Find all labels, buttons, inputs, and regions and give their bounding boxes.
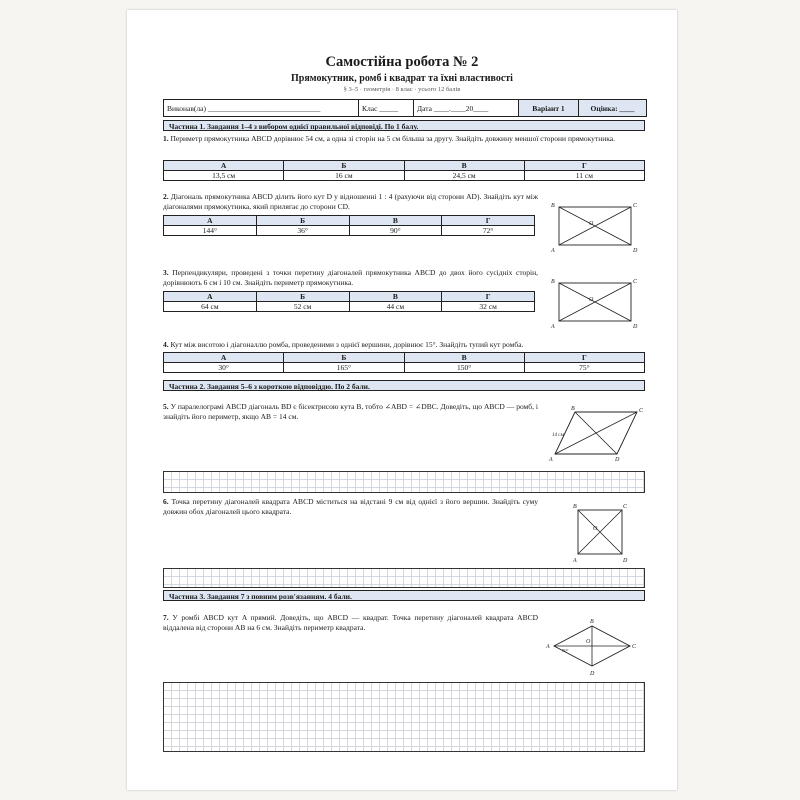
answer-table-4	[163, 352, 645, 373]
task-5	[163, 402, 538, 421]
answer-letter: А	[164, 353, 284, 363]
answer-option[interactable]: 72°	[442, 226, 535, 236]
answer-option[interactable]: 75°	[524, 363, 644, 373]
answer-letter: Г	[524, 161, 644, 171]
page-title: Самостійна робота № 2	[325, 54, 479, 70]
answer-option[interactable]: 64 см	[164, 302, 257, 312]
task-4	[163, 340, 645, 350]
task-text: У ромбі ABCD кут A прямий. Доведіть, що ABCD — квадрат. Точка перетину діагоналей квадрата ABCD віддалена від сторони AB на 6 см. Знайдіть периметр квадрата.	[163, 613, 539, 632]
answer-option[interactable]: 24,5 см	[404, 171, 524, 181]
vertex-label-b: B	[590, 619, 594, 625]
answer-field-6[interactable]	[163, 568, 645, 588]
student-info-row	[163, 99, 647, 117]
answer-option[interactable]: 16 см	[284, 171, 404, 181]
rhombus-diagram-5	[545, 404, 645, 464]
answer-option[interactable]: 30°	[164, 363, 284, 373]
vertex-label-a: A	[551, 324, 555, 330]
answer-option[interactable]: 165°	[284, 363, 404, 373]
answer-letter: В	[404, 161, 524, 171]
answer-option[interactable]: 13,5 см	[164, 171, 284, 181]
answer-table-1	[163, 160, 645, 181]
task-text: Кут між висотою і діагоналлю ромба, проведеними з однієї вершини, дорівнює 15°. Знайдіть тупий кут ромба.	[170, 340, 524, 349]
page-meta: § 3–5 · геометрія · 8 клас · усього 12 балів	[343, 86, 461, 93]
rectangle-diagram-2	[545, 198, 645, 254]
answer-option[interactable]: 32 см	[442, 302, 535, 312]
vertex-label-b: B	[571, 406, 575, 412]
task-number: 6.	[163, 497, 169, 506]
answer-option[interactable]: 11 см	[524, 171, 644, 181]
answer-field-7[interactable]	[163, 682, 645, 752]
task-number: 7.	[163, 613, 169, 622]
variant-label: Варіант 1	[519, 100, 579, 116]
task-number: 3.	[163, 268, 169, 277]
answer-letter: А	[164, 292, 257, 302]
square-diagram-6	[565, 500, 635, 564]
answer-field-5[interactable]	[163, 471, 645, 493]
answer-table-3	[163, 291, 535, 312]
vertex-label-c: C	[633, 279, 638, 285]
task-text: У паралелограмі ABCD діагональ BD є бісектрисою кута B, тобто ∠ABD = ∠DBC. Доведіть, що ABCD — ромб, і знайдіть його периметр, якщо AB = 14 см.	[163, 402, 539, 421]
task-3	[163, 268, 538, 287]
task-number: 2.	[163, 192, 169, 201]
answer-option[interactable]: 52 см	[256, 302, 349, 312]
answer-option[interactable]: 44 см	[349, 302, 442, 312]
answer-letter: Б	[284, 353, 404, 363]
page-subtitle: Прямокутник, ромб і квадрат та їхні властивості	[291, 73, 513, 84]
center-label-o: O	[589, 221, 594, 227]
center-label-o: O	[589, 297, 594, 303]
vertex-label-b: B	[551, 279, 555, 285]
answer-option[interactable]: 150°	[404, 363, 524, 373]
vertex-label-d: D	[633, 324, 638, 330]
class-field[interactable]: Клас _____	[359, 100, 414, 116]
answer-letter: Б	[256, 292, 349, 302]
vertex-label-c: C	[639, 408, 644, 414]
task-text: Перпендикуляри, проведені з точки перетину діагоналей прямокутника ABCD до двох його сусідніх сторін, дорівнюють 6 см і 10 см. Знайдіть периметр прямокутника.	[163, 268, 539, 287]
vertex-label-a: A	[546, 644, 550, 650]
answer-letter: А	[164, 216, 257, 226]
center-label-o: O	[586, 639, 591, 645]
vertex-label-b: B	[573, 504, 577, 510]
answer-letter: Г	[524, 353, 644, 363]
task-text: Периметр прямокутника ABCD дорівнює 54 см, а одна зі сторін на 5 см більша за другу. Знайдіть довжину меншої сторони прямокутника.	[170, 134, 615, 143]
answer-option[interactable]: 144°	[164, 226, 257, 236]
vertex-label-b: B	[551, 203, 555, 209]
vertex-label-a: A	[549, 457, 553, 463]
vertex-label-a: A	[573, 558, 577, 564]
vertex-label-d: D	[633, 248, 638, 254]
answer-letter: А	[164, 161, 284, 171]
answer-table-2	[163, 215, 535, 236]
section-part-1: Частина 1. Завдання 1–4 з вибором однієї правильної відповіді. По 1 балу.	[163, 120, 645, 131]
answer-option[interactable]: 36°	[256, 226, 349, 236]
vertex-label-c: C	[623, 504, 628, 510]
vertex-label-d: D	[590, 671, 595, 677]
task-text: Діагональ прямокутника ABCD ділить його кут D у відношенні 1 : 4 (рахуючи від сторони AD). Знайдіть кут між діагоналями прямокутника, який прилягає до сторони CD.	[163, 192, 539, 211]
rhombus-diagram-7	[542, 616, 642, 680]
answer-letter: В	[404, 353, 524, 363]
side-length-label: 14 см	[552, 433, 564, 438]
task-text: Точка перетину діагоналей квадрата ABCD міститься на відстані 9 см від однієї з його вершин. Знайдіть суму довжин обох діагоналей цього квадрата.	[163, 497, 538, 516]
task-7	[163, 613, 538, 632]
rectangle-diagram-3	[545, 274, 645, 330]
vertex-label-d: D	[623, 558, 628, 564]
section-part-3: Частина 3. Завдання 7 з повним розв'язанням. 4 бали.	[163, 590, 645, 601]
grade-field[interactable]: Оцінка: ____	[579, 100, 646, 116]
task-1	[163, 134, 645, 144]
task-number: 1.	[163, 134, 169, 143]
name-field[interactable]: Виконав(ла) ______________________________	[164, 100, 359, 116]
worksheet-page	[127, 10, 677, 790]
vertex-label-c: C	[633, 203, 638, 209]
section-part-2: Частина 2. Завдання 5–6 з короткою відповіддю. По 2 бали.	[163, 380, 645, 391]
answer-letter: В	[349, 216, 442, 226]
task-6	[163, 497, 538, 516]
answer-letter: Г	[442, 216, 535, 226]
answer-letter: Б	[256, 216, 349, 226]
date-field[interactable]: Дата ____.____20____	[414, 100, 519, 116]
vertex-label-d: D	[615, 457, 620, 463]
vertex-label-c: C	[632, 644, 637, 650]
answer-letter: Б	[284, 161, 404, 171]
angle-label: 90°	[562, 648, 569, 653]
vertex-label-a: A	[551, 248, 555, 254]
center-label-o: O	[593, 526, 598, 532]
answer-letter: В	[349, 292, 442, 302]
answer-letter: Г	[442, 292, 535, 302]
answer-option[interactable]: 90°	[349, 226, 442, 236]
task-number: 4.	[163, 340, 169, 349]
task-number: 5.	[163, 402, 169, 411]
task-2	[163, 192, 538, 211]
